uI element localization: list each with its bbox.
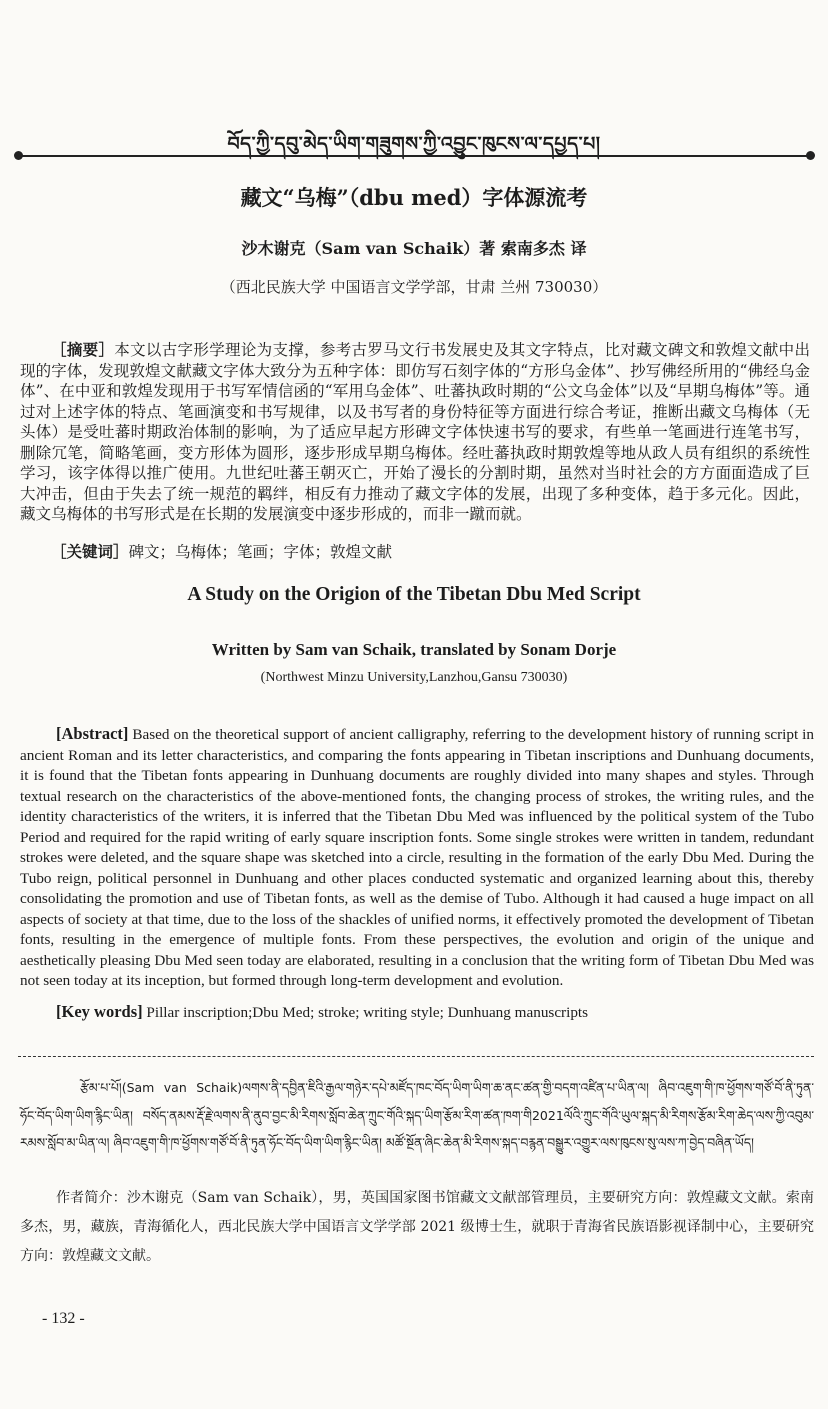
header-rule <box>18 155 810 157</box>
tibetan-header-title: བོད་ཀྱི་དབུ་མེད་ཡིག་གཟུགས་ཀྱི་འབྱུང་ཁུངས་ལ་དཔྱད་པ། <box>227 133 601 155</box>
chinese-byline: 沙木谢克（Sam van Schaik）著 索南多杰 译 <box>241 239 587 258</box>
rule-dot-right <box>806 151 815 160</box>
chinese-keywords-text: 碑文；乌梅体；笔画；字体；敦煌文献 <box>128 543 393 561</box>
chinese-abstract-text: 本文以古字形学理论为支撑，参考古罗马文行书发展史及其文字特点，比对藏文碑文和敦煌文献中出现的字体，发现敦煌文献藏文字体大致分为五种字体：即仿写石刻字体的“方形乌金体”、抄写佛经所用的“佛经乌金体”、在中亚和敦煌发现用于书写军情信函的“军用乌金体”、吐蕃执政时期的“公文乌金体”以及“早期乌梅体”等。通过对上述字体的特点、笔画演变和书写规律，以及书写者的身份特征等方面进行综合考证，推断出藏文乌梅体（无头体）是受吐蕃时期政治体制的影响，为了适应早起方形碑文字体快速书写的要求，有些单一笔画进行连笔书写，删除冗笔，简略笔画，变方形体为圆形，逐步形成早期乌梅体。经吐蕃执政时期敦煌等地从政人员有组织的系统性学习，该字体得以推广使用。九世纪吐蕃王朝灭亡，开始了漫长的分割时期，虽然对当时社会的方方面面造成了巨大冲击，但由于失去了统一规范的羁绊，相反有力推动了藏文字体的发展，出现了多种变体，趋于多元化。因此，藏文乌梅体的书写形式是在长期的发展演变中逐步形成的，而非一蹴而就。 <box>20 341 810 523</box>
english-keywords <box>20 1002 814 1024</box>
english-abstract <box>20 724 814 992</box>
english-abstract-label: [Abstract] <box>56 724 129 743</box>
english-title: A Study on the Origion of the Tibetan Dbu Med Script <box>187 584 641 605</box>
chinese-affiliation: （西北民族大学 中国语言文学学部，甘肃 兰州 730030） <box>220 278 608 296</box>
chinese-title: 藏文“乌梅”（dbu med）字体源流考 <box>240 185 588 210</box>
chinese-abstract-label: ［摘要］ <box>51 340 115 359</box>
english-byline: Written by Sam van Schaik, translated by Sonam Dorje <box>211 640 617 659</box>
tibetan-author-bio: རྩོམ་པ་པོ།(Sam van Schaik)ལགས་ནི་དབྱིན་ཇིའི་རྒྱལ་གཉེར་དཔེ་མཛོད་ཁང་བོད་ཡིག་ཡིག་ཆ་ནང་ཚན་གྱི་བདག་འཛིན་པ་ཡིན་ལ། ཞིབ་འཇུག་གི་ཁ་ཕྱོགས་གཙོ་བོ་ནི་ཏུན་ཧོང་བོད་ཡིག་ཡིག་རྙིང་ཡིན། བསོད་ནམས་རྡོ་རྗེ་ལགས་ནི་ནུབ་བྱང་མི་རིགས་སློབ་ཆེན་ཀྲུང་གོའི་སྐད་ཡིག་རྩོམ་རིག་ཚན་ཁག་གི2021ལོའི་ཀྲུང་གོའི་ཡུལ་སྐད་མི་རིགས་རྩོམ་རིག་ཆེད་ལས་ཀྱི་འབུམ་རམས་སློབ་མ་ཡིན་ལ། ཞིབ་འཇུག་གི་ཁ་ཕྱོགས་གཙོ་བོ་ནི་ཏུན་ཧོང་བོད་ཡིག་ཡིག་རྙིང་ཡིན། མཚོ་སྔོན་ཞིང་ཆེན་མི་རིགས་སྐད་བརྙན་བསྒྱུར་འགྱུར་ལས་ཁུངས་སུ་ལས་ཀ་བྱེད་བཞིན་ཡོད། <box>20 1080 814 1150</box>
rule-dot-left <box>14 151 23 160</box>
english-keywords-label: [Key words] <box>56 1002 143 1021</box>
english-affiliation: (Northwest Minzu University,Lanzhou,Gansu 730030) <box>260 670 568 685</box>
footnote-divider <box>18 1056 814 1057</box>
page-number: - 132 - <box>42 1310 85 1327</box>
english-abstract-text: Based on the theoretical support of ancient calligraphy, referring to the development history of running script in ancient Roman and its letter characteristics, and comparing the fonts appearing in Tibetan inscriptions and Dunhuang documents, it is found that the Tibetan fonts appearing in Dunhuang documents are roughly divided into many shapes and styles. Through textual research on the characteristics of the above-mentioned fonts, the changing process of strokes, the writing rules, and the identity characteristics of the writers, it is inferred that the Tibetan Dbu Med was influenced by the political system of the Tubo Period and required for the rapid writing of early square inscription fonts. Some single strokes were written in tandem, redundant strokes were deleted, and the square shape was sketched into a circle, resulting in the formation of the early Dbu Med. During the Tubo reign, political personnel in Dunhuang and other places conducted systematic and organized learning about this, thereby consolidating the promotion and use of Tibetan fonts, as well as the demise of Tubo. Although it had caused a huge impact on all aspects of society at that time, due to the loss of the shackles of unified norms, it effectively promoted the development of Tibetan fonts, resulting in the emergence of multiple fonts. From these perspectives, the evolution and origin of the unique and aesthetically pleasing Dbu Med seen today are elaborated, resulting in a conclusion that the writing form of Tibetan Dbu Med was not seen today at its inception, but formed through long-term development and evolution. <box>20 726 814 989</box>
chinese-author-bio: 作者简介：沙木谢克（Sam van Schaik），男，英国国家图书馆藏文文献部管理员，主要研究方向：敦煌藏文文献。索南多杰，男，藏族，青海循化人，西北民族大学中国语言文学学部 2021 级博士生，就职于青海省民族语影视译制中心，主要研究方向：敦煌藏文文献。 <box>20 1190 814 1264</box>
chinese-keywords-label: ［关键词］ <box>51 542 129 561</box>
chinese-abstract <box>20 340 810 525</box>
english-keywords-text: Pillar inscription;Dbu Med; stroke; writing style; Dunhuang manuscripts <box>146 1004 589 1021</box>
chinese-keywords <box>20 542 810 563</box>
